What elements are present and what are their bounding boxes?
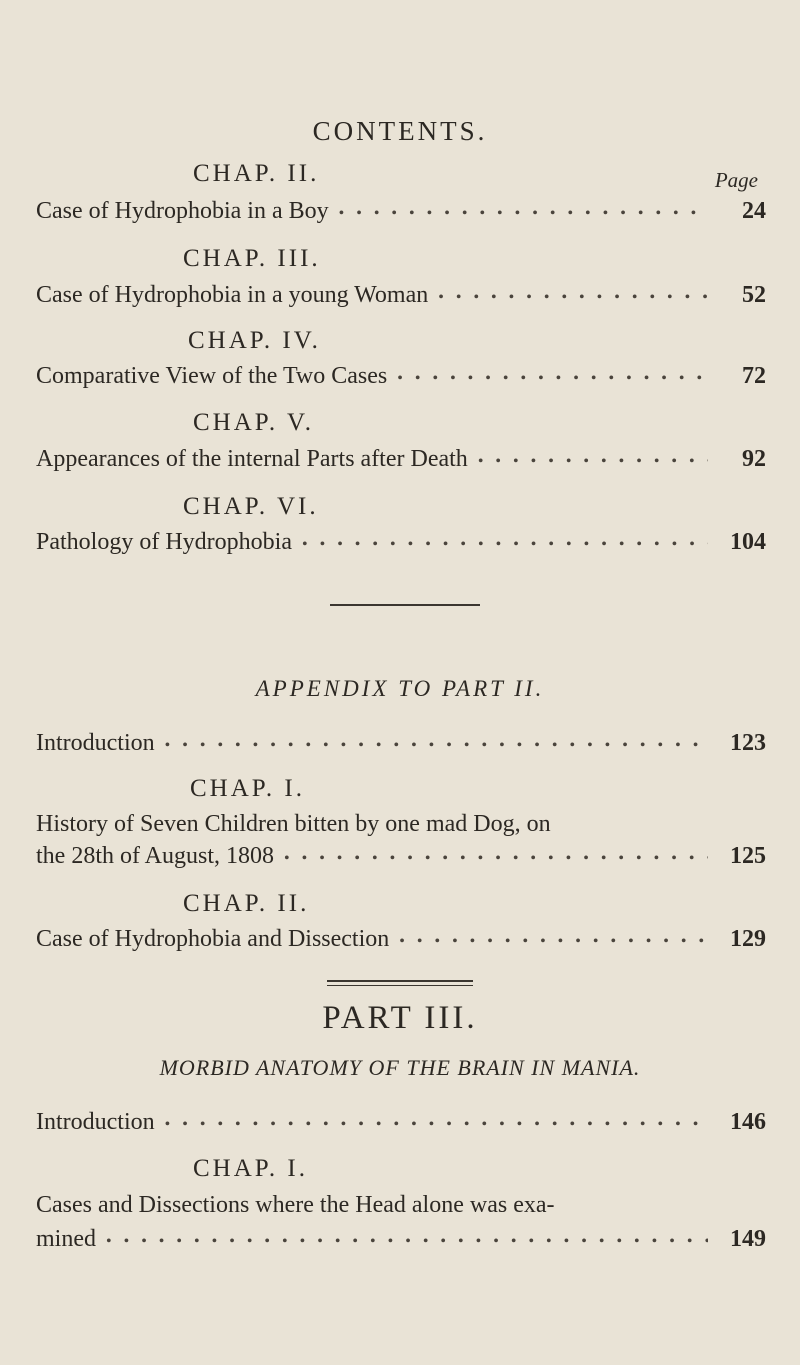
- dot-leader: [106, 1233, 708, 1251]
- entry-title: Comparative View of the Two Cases: [36, 363, 388, 389]
- entry-page: 72: [742, 363, 766, 389]
- entry-title-line1: Cases and Dissections where the Head alone was exa-: [36, 1192, 555, 1218]
- page-title: CONTENTS.: [312, 116, 488, 146]
- entry-page: 92: [742, 446, 766, 472]
- toc-entry[interactable]: [36, 282, 766, 309]
- chapter-heading: CHAP. I.: [190, 775, 305, 802]
- divider: [327, 980, 473, 982]
- divider: [327, 985, 473, 986]
- chapter-heading: CHAP. I.: [193, 1155, 308, 1182]
- chapter-heading: CHAP. II.: [193, 160, 320, 187]
- divider: [330, 604, 480, 606]
- dot-leader: [284, 850, 708, 868]
- chapter-heading: CHAP. V.: [193, 409, 315, 436]
- entry-page: 125: [730, 843, 766, 869]
- appendix-heading: APPENDIX TO PART II.: [255, 676, 545, 701]
- entry-title: Case of Hydrophobia and Dissection: [36, 926, 390, 952]
- chapter-heading: CHAP. VI.: [183, 493, 319, 520]
- dot-leader: [478, 453, 708, 471]
- toc-entry[interactable]: [36, 198, 766, 225]
- entry-page: 129: [730, 926, 766, 952]
- entry-title: mined: [36, 1226, 96, 1252]
- dot-leader: [165, 737, 708, 755]
- toc-entry[interactable]: [36, 1226, 766, 1253]
- entry-page: 104: [730, 529, 766, 555]
- entry-title: Case of Hydrophobia in a young Woman: [36, 282, 429, 308]
- entry-page: 123: [730, 730, 766, 756]
- dot-leader: [397, 370, 708, 388]
- entry-title: Introduction: [36, 1109, 155, 1135]
- part-subtitle: MORBID ANATOMY OF THE BRAIN IN MANIA.: [159, 1055, 641, 1080]
- part-heading: PART III.: [322, 1000, 478, 1036]
- toc-entry[interactable]: [36, 730, 766, 757]
- entry-title: Introduction: [36, 730, 155, 756]
- toc-entry[interactable]: [36, 529, 766, 556]
- dot-leader: [339, 205, 708, 223]
- chapter-heading: CHAP. II.: [183, 890, 310, 917]
- entry-page: 146: [730, 1109, 766, 1135]
- entry-title: Appearances of the internal Parts after Death: [36, 446, 468, 472]
- dot-leader: [165, 1116, 708, 1134]
- toc-entry[interactable]: [36, 926, 766, 953]
- dot-leader: [302, 536, 708, 554]
- entry-page: 149: [730, 1226, 766, 1252]
- page-column-label: Page: [714, 168, 758, 192]
- toc-entry[interactable]: [36, 363, 766, 390]
- entry-title: Case of Hydrophobia in a Boy: [36, 198, 329, 224]
- chapter-heading: CHAP. III.: [183, 245, 321, 272]
- entry-page: 24: [742, 198, 766, 224]
- dot-leader: [438, 289, 708, 307]
- chapter-heading: CHAP. IV.: [188, 327, 321, 354]
- toc-entry[interactable]: [36, 843, 766, 870]
- toc-entry[interactable]: [36, 446, 766, 473]
- dot-leader: [399, 933, 708, 951]
- toc-entry[interactable]: [36, 1109, 766, 1136]
- entry-title-line1: History of Seven Children bitten by one mad Dog, on: [36, 811, 551, 837]
- entry-title: Pathology of Hydrophobia: [36, 529, 292, 555]
- entry-title: the 28th of August, 1808: [36, 843, 274, 869]
- entry-page: 52: [742, 282, 766, 308]
